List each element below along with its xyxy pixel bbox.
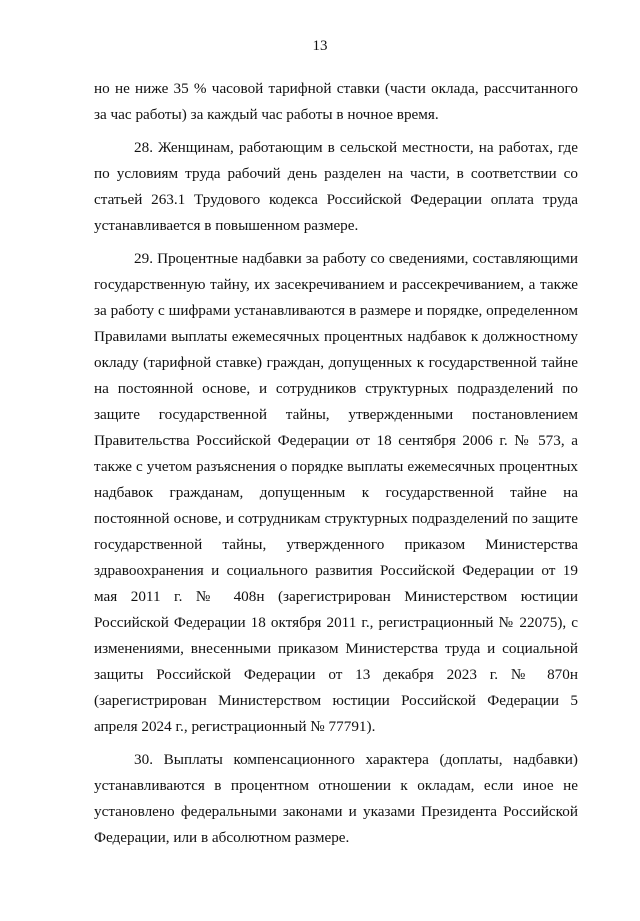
paragraph-28: 28. Женщинам, работающим в сельской местности, на работах, где по условиям труда рабочий день разделен на части, в соответствии со статьей 263.1 Трудового кодекса Российской Федерации оплата труда устанавливается в повышенном размере. [94, 139, 578, 234]
document-body [94, 76, 578, 858]
paragraph-30: 30. Выплаты компенсационного характера (доплаты, надбавки) устанавливаются в процентном отношении к окладам, если иное не установлено федеральными законами и указами Президента Российской Федерации, или в абсолютном размере. [94, 751, 578, 846]
page-number: 13 [312, 38, 328, 54]
paragraph-continuation: но не ниже 35 % часовой тарифной ставки (части оклада, рассчитанного за час работы) за каждый час работы в ночное время. [94, 80, 578, 123]
paragraph-29: 29. Процентные надбавки за работу со сведениями, составляющими государственную тайну, их засекречиванием и рассекречиванием, а также за работу с шифрами устанавливаются в размере и порядке, определенном Правилами выплаты ежемесячных процентных надбавок к должностному окладу (тарифной ставке) граждан, допущенных к государственной тайне на постоянной основе, и сотрудников структурных подразделений по защите государственной тайны, утвержденными постановлением Правительства Российской Федерации от 18 сентября 2006 г. № 573, а также с учетом разъяснения о порядке выплаты ежемесячных процентных надбавок гражданам, допущенным к государственной тайне на постоянной основе, и сотрудникам структурных подразделений по защите государственной тайны, утвержденного приказом Министерства здравоохранения и социального развития Российской Федерации от 19 мая 2011 г. № 408н (зарегистрирован Министерством юстиции Российской Федерации 18 октября 2011 г., регистрационный № 22075), с изменениями, внесенными приказом Министерства труда и социальной защиты Российской Федерации от 13 декабря 2023 г. № 870н (зарегистрирован Министерством юстиции Российской Федерации 5 апреля 2024 г., регистрационный № 77791). [94, 250, 578, 735]
